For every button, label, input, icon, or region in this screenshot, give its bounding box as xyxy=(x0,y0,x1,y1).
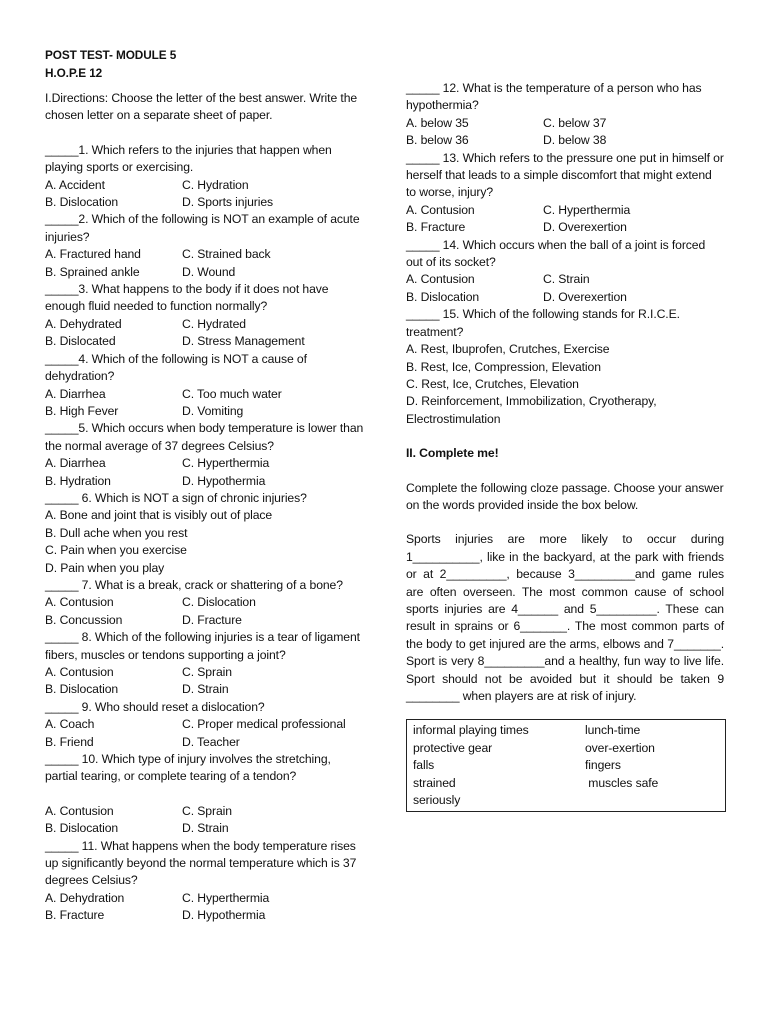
answer-options xyxy=(45,803,365,838)
option: C. Sprain xyxy=(182,803,232,818)
word-choice: muscles safe xyxy=(585,775,659,790)
option: B. Dislocation xyxy=(45,682,119,697)
question-stem: _____ 15. Which of the following stands for R.I.C.E. treatment? xyxy=(406,307,680,339)
question-stem: _____ 6. Which is NOT a sign of chronic injuries? xyxy=(45,490,307,505)
option: A. Contusion xyxy=(45,665,114,679)
option: D. Wound xyxy=(182,264,236,279)
question-stem: _____5. Which occurs when body temperature is lower than the normal average of 37 degrees Celsius? xyxy=(45,421,364,453)
word-choice: lunch-time xyxy=(585,723,641,738)
question-stem: _____ 9. Who should reset a dislocation? xyxy=(45,699,265,714)
option: B. Concussion xyxy=(45,612,123,627)
question-stem: _____3. What happens to the body if it does not have enough fluid needed to function normally? xyxy=(45,282,329,314)
answer-options xyxy=(45,507,365,577)
option: D. Stress Management xyxy=(182,334,305,349)
option: D. Pain when you play xyxy=(45,560,165,575)
option: A. Contusion xyxy=(406,272,475,287)
option: B. Fracture xyxy=(406,220,466,235)
answer-options xyxy=(45,316,365,351)
answer-options xyxy=(45,177,365,212)
question-stem: _____ 11. What happens when the body temperature rises up significantly beyond the normal temperature which is 37 degrees Celsius? xyxy=(45,838,357,888)
question-stem: _____ 14. Which occurs when the ball of a joint is forced out of its socket? xyxy=(406,237,706,270)
word-choice: seriously xyxy=(413,793,461,808)
option: A. Fractured hand xyxy=(45,247,141,262)
question-stem: _____ 7. What is a break, crack or shattering of a bone? xyxy=(45,577,343,592)
answer-options xyxy=(45,664,365,699)
answer-options xyxy=(45,716,365,751)
option: D. Hypothermia xyxy=(182,908,266,923)
option: A. Contusion xyxy=(45,803,114,818)
answer-options xyxy=(45,890,365,925)
option: A. Contusion xyxy=(406,202,475,217)
option: D. Overexertion xyxy=(543,289,627,304)
answer-options xyxy=(406,271,724,306)
option: C. Hydration xyxy=(182,177,249,192)
option: C. Proper medical professional xyxy=(182,717,346,732)
option: B. Sprained ankle xyxy=(45,264,140,279)
option: C. Hyperthermia xyxy=(543,202,631,217)
option: C. Dislocation xyxy=(182,595,256,610)
option: D. Hypothermia xyxy=(182,473,266,488)
answer-options xyxy=(406,115,724,150)
word-choice: fingers xyxy=(585,758,621,773)
word-box xyxy=(406,719,726,812)
option: B. High Fever xyxy=(45,403,119,418)
option: D. Sports injuries xyxy=(182,195,273,210)
option: C. Rest, Ice, Crutches, Elevation xyxy=(406,376,579,391)
option: A. Rest, Ibuprofen, Crutches, Exercise xyxy=(406,342,610,357)
option: A. Dehydrated xyxy=(45,316,122,331)
option: B. Dislocated xyxy=(45,334,116,349)
option: B. Dull ache when you rest xyxy=(45,525,188,540)
option: A. Contusion xyxy=(45,595,114,610)
answer-options xyxy=(45,386,365,421)
option: C. Strained back xyxy=(182,247,271,262)
question-stem: _____ 13. Which refers to the pressure one put in himself or herself that leads to a simple discomfort that might extend to worse, injury? xyxy=(406,150,724,200)
answer-options xyxy=(406,202,724,237)
option: D. below 38 xyxy=(543,133,607,148)
directions: I.Directions: Choose the letter of the best answer. Write the chosen letter on a separate sheet of paper. xyxy=(45,91,358,123)
option: A. Coach xyxy=(45,717,95,732)
answer-options xyxy=(45,246,365,281)
option: B. Dislocation xyxy=(45,821,119,836)
option: C. Hyperthermia xyxy=(182,890,270,905)
test-title: POST TEST- MODULE 5 xyxy=(45,48,177,62)
cloze-instructions: Complete the following cloze passage. Choose your answer on the words provided inside the box below. xyxy=(406,480,724,512)
option: A. below 35 xyxy=(406,115,469,130)
option: B. Hydration xyxy=(45,473,111,488)
option: C. Pain when you exercise xyxy=(45,543,187,558)
option: D. Strain xyxy=(182,682,229,697)
question-stem: _____ 12. What is the temperature of a person who has hypothermia? xyxy=(406,81,702,113)
option: B. Friend xyxy=(45,734,94,749)
option: D. Vomiting xyxy=(182,403,244,418)
word-choice: falls xyxy=(413,758,435,773)
option: C. Hydrated xyxy=(182,316,246,331)
question-stem: _____4. Which of the following is NOT a cause of dehydration? xyxy=(45,351,307,384)
option: A. Accident xyxy=(45,177,105,192)
question-stem: _____ 10. Which type of injury involves the stretching, partial tearing, or complete tearing of a tendon? xyxy=(45,752,331,784)
question-stem: _____2. Which of the following is NOT an example of acute injuries? xyxy=(45,212,360,244)
option: C. Too much water xyxy=(182,386,282,401)
option: D. Overexertion xyxy=(543,220,627,235)
option: C. Sprain xyxy=(182,665,232,679)
option: C. Hyperthermia xyxy=(182,456,270,471)
option: B. below 36 xyxy=(406,133,469,148)
option: D. Fracture xyxy=(182,612,242,627)
option: C. Strain xyxy=(543,272,590,287)
option: B. Dislocation xyxy=(45,195,119,210)
word-choice: over-exertion xyxy=(585,740,655,755)
left-column xyxy=(45,46,365,925)
word-choice: informal playing times xyxy=(413,723,529,738)
section-title: II. Complete me! xyxy=(406,446,499,461)
option: D. Reinforcement, Immobilization, Cryotherapy, Electrostimulation xyxy=(406,394,657,426)
answer-options xyxy=(45,455,365,490)
option: B. Dislocation xyxy=(406,289,480,304)
option: C. below 37 xyxy=(543,115,607,130)
option: A. Dehydration xyxy=(45,890,125,905)
question-stem: _____1. Which refers to the injuries that happen when playing sports or exercising. xyxy=(45,142,332,175)
right-column xyxy=(406,80,724,812)
word-choice xyxy=(585,792,719,809)
answer-options xyxy=(406,341,724,428)
option: D. Teacher xyxy=(182,734,240,749)
option: B. Fracture xyxy=(45,908,105,923)
subject-code: H.O.P.E 12 xyxy=(45,66,103,80)
cloze-passage: Sports injuries are more likely to occur during 1__________, like in the backyard, at the park with friends or at 2_________, because 3_________and game rules are often overseen. The most common cause of school sports injuries are 4______ and 5_________. These can result in sprains or 6_______. The most common parts of the body to get injured are the arms, elbows and 7_______. Sport is very 8_________and a healthy, fun way to live life. Sport should not be avoided but it should be taken 9 ________ when players are at risk of injury. xyxy=(406,532,724,703)
option: D. Strain xyxy=(182,821,229,836)
option: B. Rest, Ice, Compression, Elevation xyxy=(406,359,601,374)
option: A. Bone and joint that is visibly out of place xyxy=(45,508,273,523)
option: A. Diarrhea xyxy=(45,386,106,401)
option: A. Diarrhea xyxy=(45,456,106,471)
word-choice: protective gear xyxy=(413,740,493,755)
word-choice: strained xyxy=(413,775,456,790)
answer-options xyxy=(45,594,365,629)
question-stem: _____ 8. Which of the following injuries is a tear of ligament fibers, muscles or tendons supporting a joint? xyxy=(45,630,360,662)
